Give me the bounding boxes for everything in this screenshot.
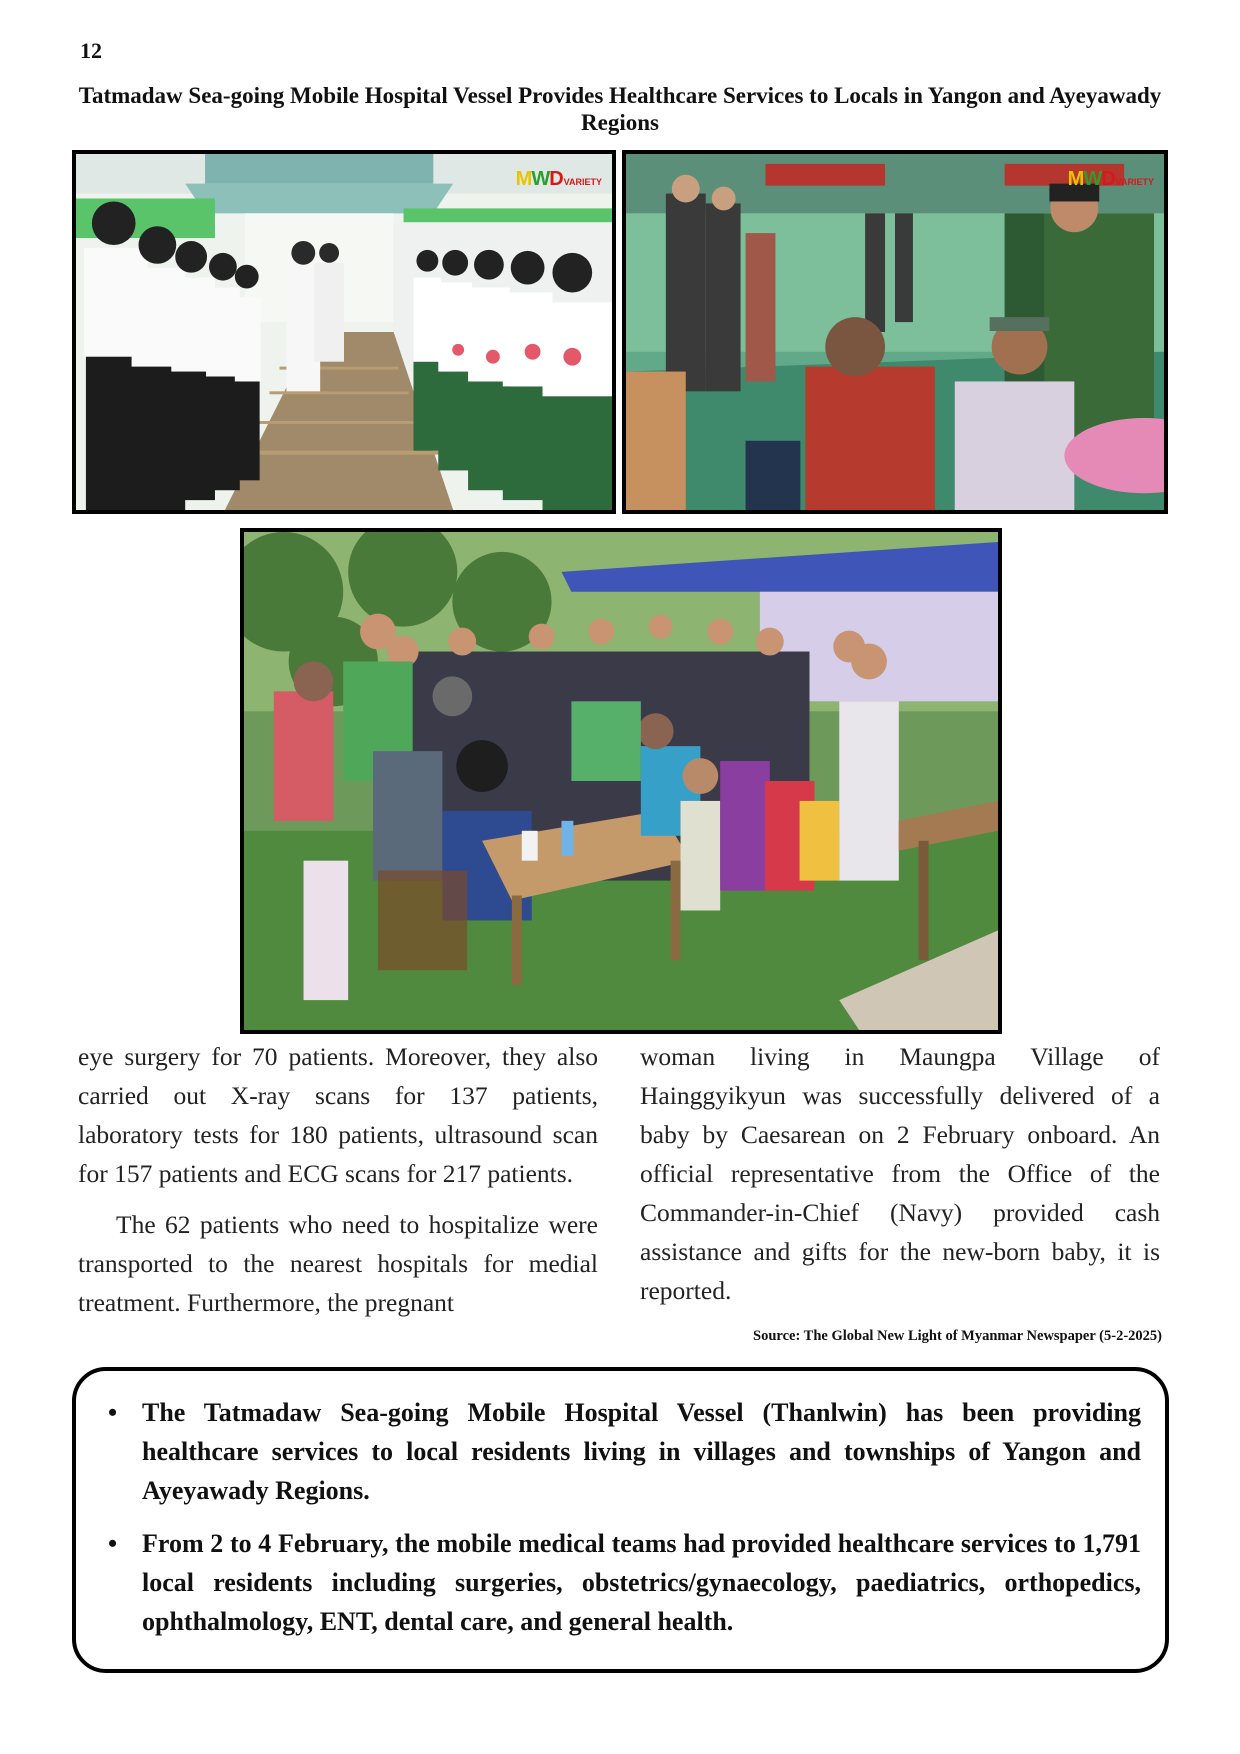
article-left-column: [78, 1037, 598, 1322]
bullet-icon: •: [108, 1398, 118, 1427]
photo-indoor-examination: [622, 150, 1168, 514]
article-paragraph: The 62 patients who need to hospitalize were transported to the nearest hospitals for medial treatment. Furthermore, the pregnant: [78, 1210, 598, 1317]
welcome-ceremony-illustration: [76, 154, 612, 510]
outdoor-medical-camp-illustration: [244, 532, 998, 1030]
summary-point-text: The Tatmadaw Sea-going Mobile Hospital Vessel (Thanlwin) has been providing healthcare services to local residents living in villages and townships of Yangon and Ayeyawady Regions.: [142, 1398, 1141, 1505]
summary-point: [98, 1524, 1141, 1641]
summary-point: [98, 1393, 1141, 1510]
tv-channel-watermark: MWDVARIETY: [1067, 168, 1154, 190]
article-paragraph: eye surgery for 70 patients. Moreover, they also carried out X-ray scans for 137 patients, laboratory tests for 180 patients, ultrasound scan for 157 patients and ECG scans for 217 patients.: [78, 1042, 598, 1188]
tv-channel-watermark: MWDVARIETY: [515, 168, 602, 190]
article-right-column: [640, 1037, 1160, 1310]
summary-box: [72, 1367, 1169, 1673]
photo-outdoor-medical-camp: [240, 528, 1002, 1034]
source-credit: Source: The Global New Light of Myanmar Newspaper (5-2-2025): [753, 1328, 1162, 1344]
indoor-examination-illustration: [626, 154, 1164, 510]
bullet-icon: •: [108, 1529, 118, 1558]
photo-welcome-ceremony: [72, 150, 616, 514]
summary-point-text: From 2 to 4 February, the mobile medical teams had provided healthcare services to 1,791 local residents including surgeries, obstetrics/gynaecology, paediatrics, orthopedics, ophthalmology, ENT, dental care, and general health.: [142, 1529, 1141, 1636]
article-paragraph: woman living in Maungpa Village of Hainggyikyun was successfully delivered of a baby by Caesarean on 2 February onboard. An official representative from the Office of the Commander-in-Chief (Navy) provided cash assistance and gifts for the new-born baby, it is reported.: [640, 1042, 1160, 1305]
page-number: 12: [80, 38, 102, 63]
summary-list: [98, 1393, 1141, 1641]
headline: Tatmadaw Sea-going Mobile Hospital Vessel Provides Healthcare Services to Locals in Yangon and Ayeyawady Regions: [78, 83, 1162, 135]
